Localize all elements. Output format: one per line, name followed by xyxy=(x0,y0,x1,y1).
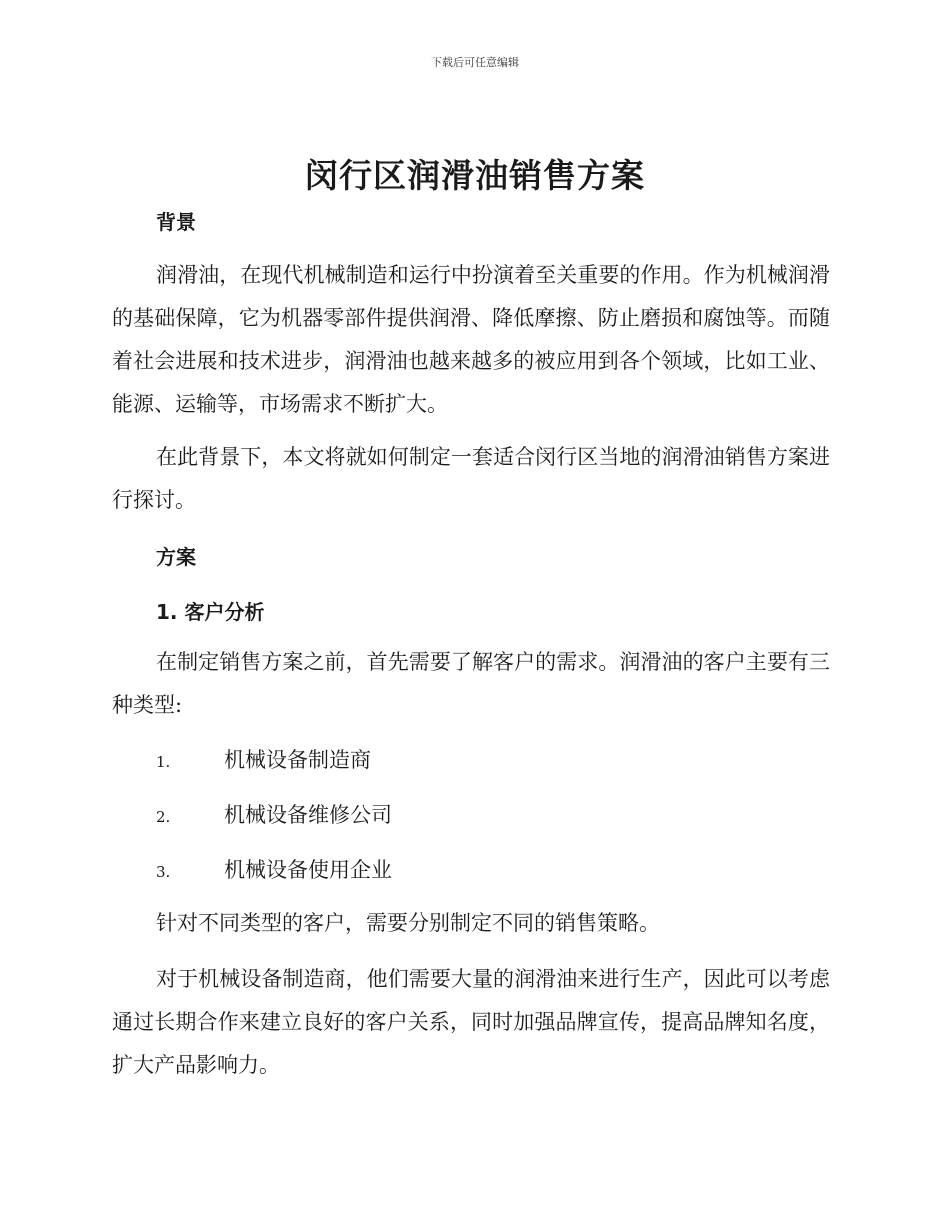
list-number: 1. xyxy=(156,753,171,771)
paragraph-background-1: 润滑油，在现代机械制造和运行中扮演着至关重要的作用。作为机械润滑的基础保障，它为机器零部件提供润滑、降低摩擦、防止磨损和腐蚀等。而随着社会进展和技术进步，润滑油也越来越多的被应用到各个领域，比如工业、能源、运输等，市场需求不断扩大。 xyxy=(112,263,830,416)
list-item xyxy=(156,855,392,885)
list-text: 机械设备制造商 xyxy=(224,748,371,772)
heading-customer-analysis: 1. 客户分析 xyxy=(156,600,265,624)
paragraph-customer-intro: 在制定销售方案之前，首先需要了解客户的需求。润滑油的客户主要有三种类型: xyxy=(112,650,830,717)
list-text: 机械设备使用企业 xyxy=(224,858,392,882)
document-title: 闵行区润滑油销售方案 xyxy=(305,156,645,195)
paragraph-manufacturer: 对于机械设备制造商，他们需要大量的润滑油来进行生产，因此可以考虑通过长期合作来建立良好的客户关系，同时加强品牌宣传，提高品牌知名度，扩大产品影响力。 xyxy=(112,967,830,1077)
list-number: 3. xyxy=(156,863,171,881)
paragraph-strategy: 针对不同类型的客户，需要分别制定不同的销售策略。 xyxy=(156,911,660,935)
header-note: 下载后可任意编辑 xyxy=(431,56,519,69)
heading-plan: 方案 xyxy=(156,545,196,569)
paragraph-background-2: 在此背景下，本文将就如何制定一套适合闵行区当地的润滑油销售方案进行探讨。 xyxy=(112,445,830,512)
list-item xyxy=(156,745,371,775)
heading-background: 背景 xyxy=(156,210,196,234)
list-number: 2. xyxy=(156,808,171,826)
list-text: 机械设备维修公司 xyxy=(224,803,392,827)
list-item xyxy=(156,800,392,830)
